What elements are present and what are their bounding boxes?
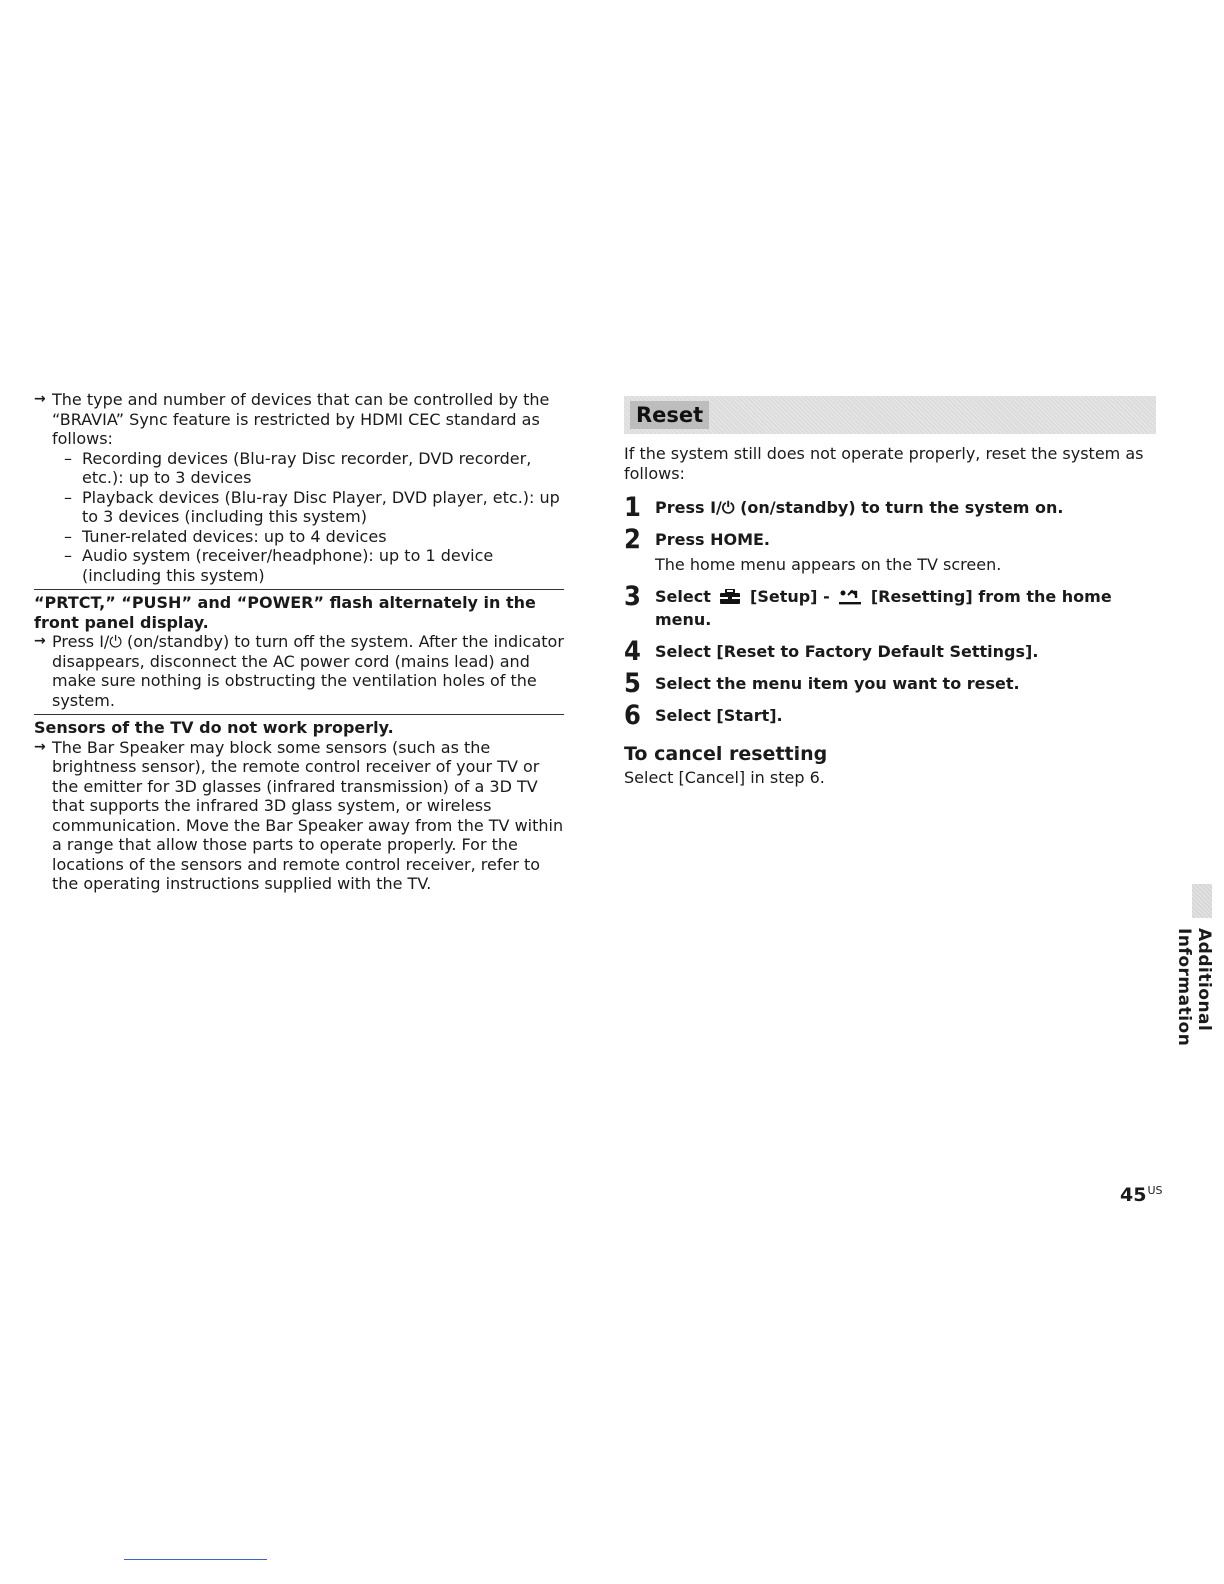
divider: [34, 714, 564, 715]
section-tab-marker: [1192, 884, 1212, 918]
remedy-text: The type and number of devices that can be controlled by the “BRAVIA” Sync feature is restricted by HDMI CEC standard as follows:: [52, 390, 550, 448]
step-6: [624, 700, 1156, 731]
step-5: [624, 668, 1156, 699]
step-number: 5: [624, 668, 641, 699]
section-header-bar: [624, 396, 1156, 434]
intro-text: If the system still does not operate properly, reset the system as follows:: [624, 444, 1144, 483]
step-1: [624, 492, 1156, 523]
list-item: – Recording devices (Blu-ray Disc recorder, DVD recorder, etc.): up to 3 devices: [64, 448, 532, 487]
device-limit-list: [34, 449, 564, 586]
arrow-icon: →: [34, 738, 46, 755]
remedy-text: Press I/⏻ (on/standby) to turn off the system. After the indicator disappears, disconnect the AC power cord (mains lead) and make sure nothing is obstructing the ventilation holes of the system.: [52, 632, 564, 710]
step-text-pre: Select: [655, 587, 711, 606]
remedy-sensors: [34, 738, 564, 894]
step-4: [624, 636, 1156, 667]
step-number: 4: [624, 636, 641, 667]
remedy-bravia-sync: [34, 390, 564, 449]
page-number: [1120, 1184, 1163, 1206]
symptom-heading: “PRTCT,” “PUSH” and “POWER” flash alternately in the front panel display.: [34, 593, 536, 632]
arrow-icon: →: [34, 391, 46, 407]
divider: [34, 589, 564, 590]
footer-rule: [124, 1559, 267, 1560]
reset-icon: [838, 589, 862, 610]
step-3: [624, 581, 1156, 630]
remedy-text: The Bar Speaker may block some sensors (such as the brightness sensor), the remote control receiver of your TV or the emitter for 3D glasses (infrared transmission) of a 3D TV that supports the infrared 3D glass system, or wireless communication. Move the Bar Speaker away from the TV within a range that allow those parts to operate properly. For the locations of the sensors and remote control receiver, refer to the operating instructions supplied with the TV.: [52, 737, 564, 893]
symptom-heading: Sensors of the TV do not work properly.: [34, 718, 394, 737]
side-section-label: Additional Information: [1174, 928, 1214, 1047]
step-list: [624, 492, 1156, 731]
toolbox-icon: [719, 589, 741, 610]
step-text: Select [Reset to Factory Default Settings].: [655, 642, 1039, 661]
step-note: The home menu appears on the TV screen.: [655, 555, 1002, 574]
troubleshooting-column: [34, 390, 564, 894]
step-text: Select the menu item you want to reset.: [655, 674, 1020, 693]
list-item: – Playback devices (Blu-ray Disc Player, DVD player, etc.): up to 3 devices (including this system): [64, 487, 560, 526]
list-item: – Tuner-related devices: up to 4 devices: [64, 526, 387, 546]
cancel-heading: To cancel resetting: [624, 743, 828, 765]
remedy-protect: [34, 632, 564, 710]
step-number: 2: [624, 524, 641, 555]
reset-section: [624, 396, 1156, 788]
step-2: [624, 524, 1156, 575]
step-text: Press I/⏻ (on/standby) to turn the system on.: [655, 498, 1064, 517]
step-number: 1: [624, 492, 641, 523]
step-number: 6: [624, 700, 641, 731]
list-item: – Audio system (receiver/headphone): up to 1 device (including this system): [64, 546, 494, 585]
section-title: Reset: [630, 401, 709, 429]
page-number-value: 45: [1120, 1184, 1147, 1206]
step-text: Press HOME.: [655, 530, 771, 549]
cancel-text: Select [Cancel] in step 6.: [624, 768, 825, 787]
step-text: Select [Start].: [655, 706, 783, 725]
page-region-suffix: US: [1147, 1184, 1163, 1197]
step-text-mid: [Setup] -: [750, 587, 830, 606]
step-number: 3: [624, 581, 641, 612]
arrow-icon: →: [34, 633, 46, 649]
step-text-post: [Resetting] from the home menu.: [655, 587, 1112, 629]
